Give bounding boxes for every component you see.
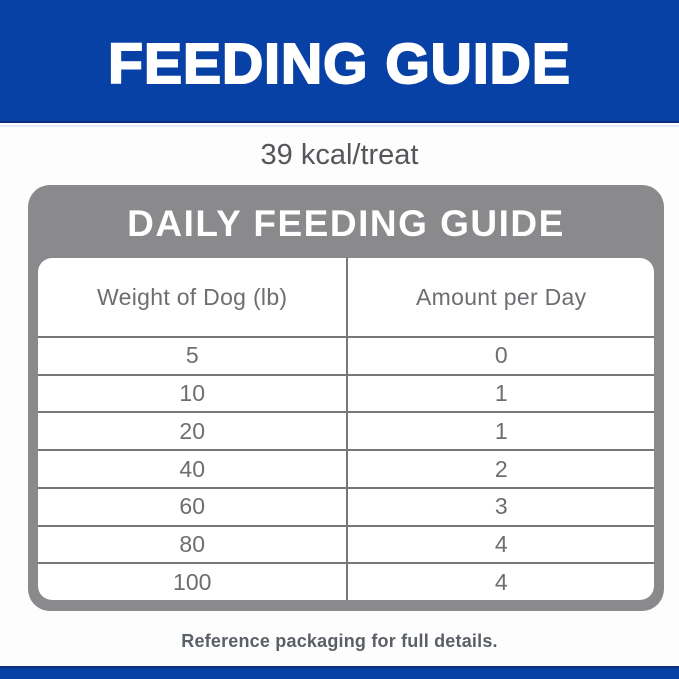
weight-cell: 10 <box>38 376 348 412</box>
calorie-note: 39 kcal/treat <box>260 139 419 171</box>
bottom-brand-bar <box>0 666 679 679</box>
table-row <box>38 449 654 487</box>
column-header-weight: Weight of Dog (lb) <box>38 258 348 336</box>
table-header-row <box>38 258 654 336</box>
table-title: DAILY FEEDING GUIDE <box>127 202 565 244</box>
title-banner <box>0 0 679 123</box>
daily-feeding-guide-panel <box>28 185 664 611</box>
weight-cell: 60 <box>38 489 348 525</box>
weight-cell: 40 <box>38 451 348 487</box>
column-header-amount: Amount per Day <box>416 283 587 310</box>
table-row <box>38 487 654 525</box>
table-row <box>38 374 654 412</box>
table-row <box>38 562 654 600</box>
amount-cell: 1 <box>494 380 508 407</box>
banner-underline <box>0 125 679 127</box>
page-title: FEEDING GUIDE <box>108 31 571 96</box>
amount-cell: 4 <box>494 568 508 595</box>
weight-cell: 20 <box>38 413 348 449</box>
amount-cell: 4 <box>494 530 508 557</box>
amount-cell: 3 <box>494 493 508 520</box>
table-row <box>38 336 654 374</box>
footer-note: Reference packaging for full details. <box>181 631 498 651</box>
amount-cell: 1 <box>494 417 508 444</box>
amount-cell: 2 <box>494 455 508 482</box>
weight-cell: 100 <box>38 564 348 600</box>
table-row <box>38 411 654 449</box>
table-row <box>38 525 654 563</box>
weight-cell: 5 <box>38 338 348 374</box>
feeding-table <box>38 258 654 600</box>
amount-cell: 0 <box>494 342 508 369</box>
weight-cell: 80 <box>38 527 348 563</box>
